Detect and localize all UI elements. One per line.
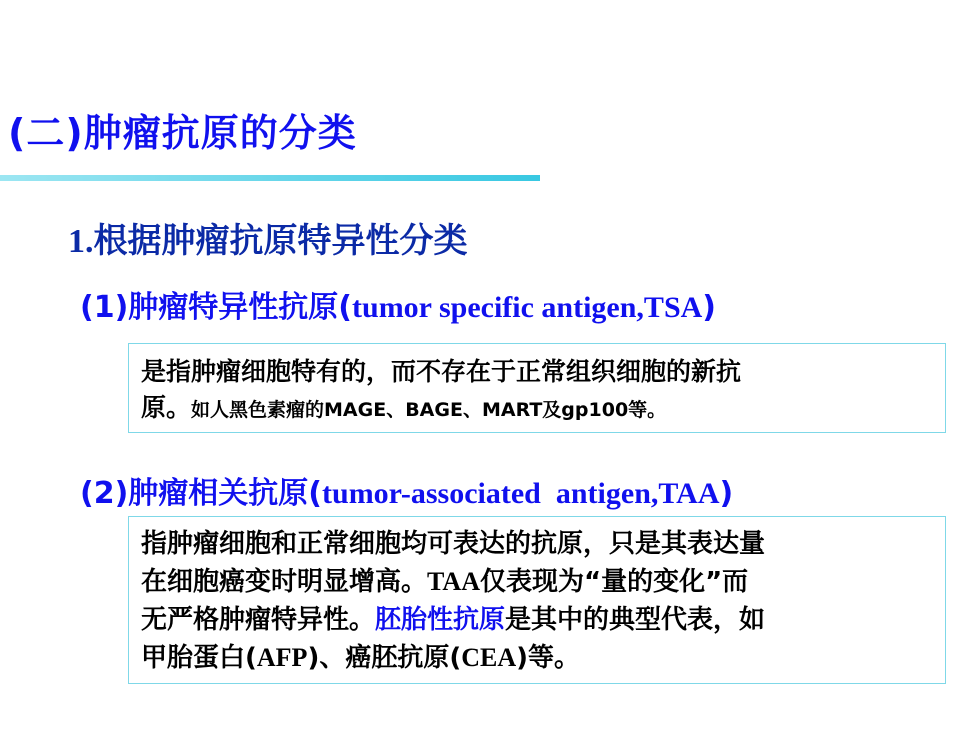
section-heading <box>68 213 468 262</box>
section-heading-text: 根据肿瘤抗原特异性分类 <box>93 221 468 261</box>
taa-line-2-start: 在细胞癌变时明显增高。 <box>141 567 428 597</box>
taa-line-4-end: )等。 <box>516 643 581 673</box>
tsa-heading-close: ) <box>702 290 717 325</box>
taa-heading-close: ) <box>719 476 734 511</box>
taa-heading <box>80 468 733 512</box>
page-title: (二)肿瘤抗原的分类 <box>8 111 357 155</box>
taa-line-4-middle: )、癌胚抗原( <box>307 643 462 673</box>
taa-heading-cn: (2)肿瘤相关抗原( <box>80 476 323 511</box>
taa-line-3-start: 无严格肿瘤特异性。 <box>141 605 376 635</box>
taa-definition-line-3 <box>141 601 933 639</box>
taa-heading-en: tumor-associated antigen,TAA <box>322 477 720 510</box>
taa-line-2-end: 仅表现为“量的变化”而 <box>479 567 749 597</box>
tsa-heading <box>80 282 716 326</box>
taa-definition-line-2 <box>141 563 933 601</box>
tsa-definition-box <box>128 343 946 433</box>
taa-definition-line-1: 指肿瘤细胞和正常细胞均可表达的抗原，只是其表达量 <box>141 529 766 559</box>
tsa-heading-en: tumor specific antigen,TSA <box>352 291 703 324</box>
taa-line-4-start: 甲胎蛋白( <box>141 643 257 673</box>
taa-abbreviation: TAA <box>427 567 480 596</box>
taa-definition-line-4 <box>141 639 933 677</box>
tsa-heading-cn: (1)肿瘤特异性抗原( <box>80 290 353 325</box>
tsa-definition-line-2-start: 原。 <box>141 393 192 422</box>
tsa-examples: 如人黑色素瘤的MAGE、BAGE、MART及gp100等。 <box>191 399 667 421</box>
tsa-definition-line-2 <box>141 390 933 428</box>
embryonic-antigen-highlight: 胚胎性抗原 <box>375 605 506 635</box>
taa-line-3-end: 是其中的典型代表，如 <box>505 605 766 635</box>
taa-definition-box <box>128 516 946 684</box>
title-underline <box>0 175 540 181</box>
cea-abbreviation: CEA <box>461 643 517 672</box>
section-number: 1. <box>68 223 94 260</box>
afp-abbreviation: AFP <box>256 643 308 672</box>
tsa-definition-line-1: 是指肿瘤细胞特有的，而不存在于正常组织细胞的新抗 <box>141 357 742 386</box>
